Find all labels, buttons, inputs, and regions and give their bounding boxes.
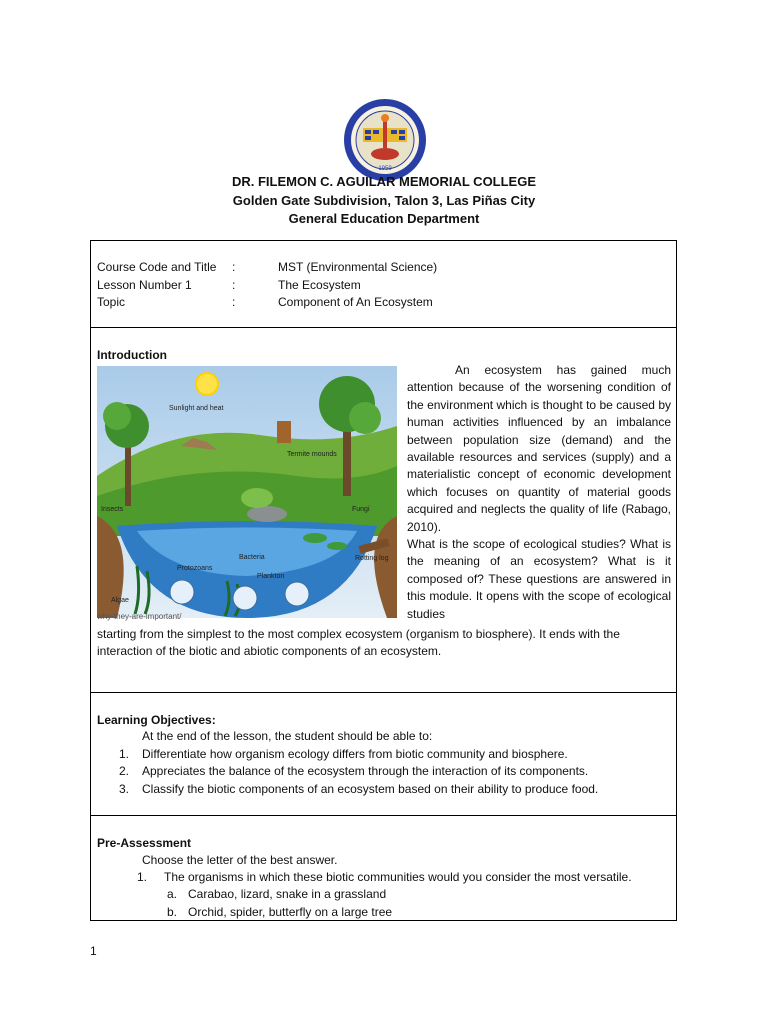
- option-letter: b.: [167, 905, 178, 919]
- course-label: Course Code and Title: [97, 260, 217, 274]
- objective-item: Classify the biotic components of an ecosystem based on their ability to produce food.: [142, 782, 599, 796]
- course-value: MST (Environmental Science): [278, 260, 438, 274]
- option-b: Orchid, spider, butterfly on a large tree: [188, 905, 393, 919]
- intro-paragraph-3: starting from the simplest to the most complex ecosystem (organism to biosphere). It ends with the interaction of the biotic and abiotic components of an ecosystem.: [97, 627, 620, 659]
- svg-text:Plankton: Plankton: [257, 573, 285, 580]
- college-name: DR. FILEMON C. AGUILAR MEMORIAL COLLEGE: [231, 174, 537, 189]
- intro-paragraph-1: An ecosystem has gained much attention because of the worsening condition of the environment which is thought to be caused by human activities influenced by an imbalance between population size (demand) and the available resources and services (supply) and a materialistic concept of economic development which focuses on quantity of material goods acquired and neglects the quality of life (Rabago, 2010).: [407, 363, 671, 534]
- pre-assessment-title: Pre-Assessment: [97, 836, 192, 850]
- page-number: 1: [90, 944, 97, 958]
- objective-item: Appreciates the balance of the ecosystem through the interaction of its components.: [142, 764, 589, 778]
- pre-assessment-instruction: Choose the letter of the best answer.: [142, 853, 338, 867]
- objective-number: 2.: [119, 764, 130, 778]
- question-number: 1.: [137, 870, 148, 884]
- lesson-value: The Ecosystem: [278, 278, 361, 292]
- question-text: The organisms in which these biotic communities would you consider the most versatile.: [164, 870, 632, 884]
- course-colon: :: [232, 260, 236, 274]
- svg-text:Insects: Insects: [101, 506, 124, 513]
- svg-text:Termite mounds: Termite mounds: [287, 451, 337, 458]
- image-credit: why-they-are-important/: [97, 612, 182, 621]
- svg-text:1959: 1959: [378, 166, 392, 172]
- introduction-box: [90, 327, 677, 693]
- college-seal-logo: [343, 98, 427, 182]
- pre-assessment-box: [90, 815, 677, 921]
- topic-label: Topic: [97, 295, 126, 309]
- lesson-label: Lesson Number 1: [97, 278, 192, 292]
- objectives-intro: At the end of the lesson, the student should be able to:: [142, 729, 433, 743]
- objective-number: 1.: [119, 747, 130, 761]
- objective-number: 3.: [119, 782, 130, 796]
- svg-text:Sunlight and heat: Sunlight and heat: [169, 405, 224, 412]
- department-name: General Education Department: [288, 211, 480, 226]
- svg-text:Rotting log: Rotting log: [355, 555, 389, 562]
- intro-paragraph-2: What is the scope of ecological studies? What is the meaning of an ecosystem? What is it composed of? These questions are answered in this module. It opens with the scope of ecological studies: [407, 537, 671, 621]
- learning-objectives-box: [90, 692, 677, 816]
- topic-colon: :: [232, 295, 236, 309]
- intro-paragraph: [407, 362, 671, 623]
- ecosystem-illustration: [97, 366, 397, 618]
- introduction-title: Introduction: [97, 348, 167, 362]
- option-a: Carabao, lizard, snake in a grassland: [188, 887, 387, 901]
- learning-objectives-title: Learning Objectives:: [97, 713, 216, 727]
- option-letter: a.: [167, 887, 178, 901]
- topic-value: Component of An Ecosystem: [278, 295, 433, 309]
- svg-text:Bacteria: Bacteria: [239, 554, 265, 561]
- objective-item: Differentiate how organism ecology differs from biotic community and biosphere.: [142, 747, 568, 761]
- svg-text:Protozoans: Protozoans: [177, 565, 213, 572]
- course-info-box: [90, 240, 677, 328]
- lesson-colon: :: [232, 278, 236, 292]
- svg-text:Algae: Algae: [111, 597, 129, 604]
- college-address: Golden Gate Subdivision, Talon 3, Las Piñas City: [232, 193, 536, 208]
- svg-text:Fungi: Fungi: [352, 506, 370, 513]
